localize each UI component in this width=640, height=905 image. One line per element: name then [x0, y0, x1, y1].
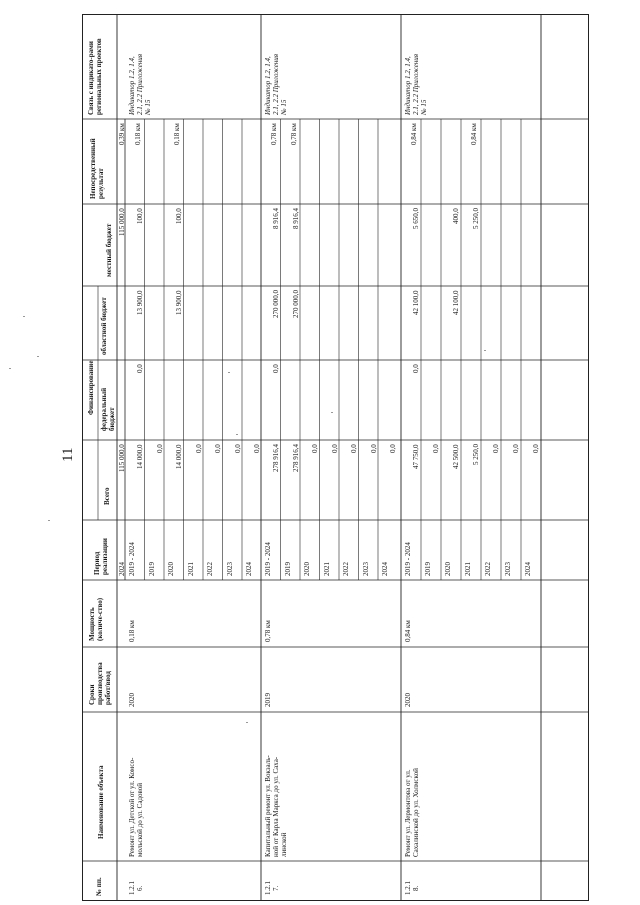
row-total: 0,0	[512, 444, 520, 453]
row-result: 0,18 км	[134, 123, 142, 145]
row-period: 2023	[225, 562, 234, 576]
row-period: 2019	[424, 562, 432, 576]
object-num: 1.2.1	[264, 881, 272, 895]
row-total: 5 250,0	[472, 444, 480, 465]
row-period: 2020	[303, 562, 311, 576]
header-terms: Сроки производства работ/ввод	[88, 662, 112, 705]
object-link: № 15	[144, 99, 152, 115]
object-name: мольской до ул. Садовой	[136, 782, 144, 857]
row-total: 0,0	[253, 444, 261, 453]
object-num-suffix: 8.	[412, 885, 420, 891]
object-num-suffix: 7.	[272, 885, 280, 891]
object-num: 1.2.1	[404, 881, 412, 895]
object-name: Ремонт ул. Детской от ул. Комсо-	[128, 757, 136, 857]
row-local: 5 650,0	[412, 208, 420, 229]
row-period: 2019	[283, 562, 292, 576]
row-period: 2022	[484, 562, 492, 576]
row-local: 8 916,4	[272, 208, 280, 229]
object-name: Капитальный ремонт ул. Вокзаль-	[264, 755, 272, 857]
row-total: 0,0	[155, 444, 164, 453]
object-capacity: 0,18 км	[128, 620, 136, 642]
carry-result: 0,39 км	[118, 123, 126, 145]
row-local: 100,0	[175, 208, 183, 224]
row-period: 2024	[524, 562, 532, 576]
row-total: 0,0	[233, 444, 242, 453]
row-regional: 270 000,0	[291, 290, 300, 318]
row-period: 2021	[322, 562, 331, 576]
object-capacity: 0,78 км	[264, 620, 272, 642]
header-link: Связь с индикато-рами региональных проектов	[87, 38, 103, 115]
object-link: 2.1, 2.2 Приложения	[136, 53, 144, 115]
row-result: 0,84 км	[410, 123, 418, 145]
object-name: линской	[280, 832, 288, 857]
row-local: 5 250,0	[472, 208, 480, 229]
row-local: 100,0	[136, 208, 144, 224]
row-total: 0,0	[492, 444, 500, 453]
row-period: 2022	[342, 562, 350, 576]
row-federal: 0,0	[136, 364, 144, 373]
row-total: 0,0	[369, 444, 378, 453]
row-total: 47 750,0	[412, 444, 420, 469]
header-period: Период реализации	[93, 538, 109, 575]
row-period: 2019 - 2024	[128, 542, 136, 576]
object-link: 2.1, 2.2 Приложения	[272, 53, 280, 115]
financing-table	[82, 14, 589, 901]
header-financing: Финансирование	[87, 360, 95, 415]
row-total: 0,0	[214, 444, 222, 453]
object-name: Ремонт ул. Лермонтова от ул.	[404, 769, 412, 857]
object-capacity: 0,84 км	[404, 620, 412, 642]
row-period: 2024	[381, 562, 389, 576]
row-period: 2019 - 2024	[264, 542, 272, 576]
object-num-suffix: 6.	[136, 885, 144, 891]
row-period: 2022	[206, 562, 214, 576]
header-total: Всего	[103, 487, 111, 505]
row-result: 0,78 км	[270, 123, 278, 145]
object-terms: 2019	[264, 693, 272, 707]
row-period: 2023	[361, 562, 370, 576]
row-period: 2020	[444, 562, 452, 576]
row-total: 0,0	[432, 444, 440, 453]
row-result: 0,78 км	[289, 123, 298, 145]
row-result: 0,18 км	[173, 123, 181, 145]
row-period: 2020	[167, 562, 175, 576]
row-regional: 42 100,0	[452, 290, 460, 315]
row-federal: 0,0	[412, 364, 420, 373]
row-local: 400,0	[452, 208, 460, 224]
row-period: 2023	[504, 562, 512, 576]
row-total: 278 916,4	[291, 444, 300, 472]
object-link: № 15	[280, 99, 288, 115]
row-total: 0,0	[311, 444, 319, 453]
object-terms: 2020	[128, 693, 136, 707]
header-regional: областной бюджет	[100, 297, 108, 355]
row-regional: 13 900,0	[136, 290, 144, 315]
object-name: ной от Карла Маркса до ул. Саха-	[272, 756, 280, 857]
row-total: 42 500,0	[452, 444, 460, 469]
page-number: 11	[60, 447, 76, 462]
row-period: 2021	[186, 562, 195, 576]
header-result: Непосредственный результат	[89, 138, 105, 199]
row-regional: 42 100,0	[412, 290, 420, 315]
row-total: 0,0	[389, 444, 397, 453]
row-period: 2019 - 2024	[404, 542, 412, 576]
row-federal: 0,0	[272, 364, 280, 373]
table-grid-lines	[83, 15, 588, 900]
row-total: 0,0	[330, 444, 339, 453]
row-period: 2019	[147, 562, 156, 576]
header-federal: федеральный бюджет	[100, 387, 116, 431]
header-num: № пп.	[95, 877, 103, 896]
header-local: местный бюджет	[105, 223, 113, 277]
carry-local: 115 000,0	[118, 208, 126, 236]
row-total: 14 000,0	[136, 444, 144, 469]
header-capacity: Мощность (количе-ство)	[88, 597, 104, 641]
object-name: Сахалинской до ул. Холмской	[412, 768, 420, 857]
row-period: 2024	[245, 562, 253, 576]
row-result: 0,84 км	[470, 123, 478, 145]
row-regional: 13 900,0	[175, 290, 183, 315]
row-total: 0,0	[350, 444, 358, 453]
object-link: Индикатор 1.2, 1.4,	[404, 56, 412, 115]
header-name: Наименование объекта	[97, 765, 105, 839]
object-terms: 2020	[404, 693, 412, 707]
row-total: 14 000,0	[175, 444, 183, 469]
row-period: 2021	[464, 562, 472, 576]
object-link: Индикатор 1.2, 1.4,	[264, 56, 272, 115]
row-total: 0,0	[194, 444, 203, 453]
object-num: 1.2.1	[128, 881, 136, 895]
row-regional: 270 000,0	[272, 290, 280, 318]
row-total: 278 916,4	[272, 444, 280, 472]
row-local: 8 916,4	[291, 208, 300, 229]
object-link: 2.1, 2.2 Приложения	[412, 53, 420, 115]
object-link: № 15	[420, 99, 428, 115]
row-total: 0,0	[532, 444, 540, 453]
carry-total: 115 000,0	[118, 444, 126, 472]
object-link: Индикатор 1.2, 1.4,	[128, 56, 136, 115]
carry-period: 2024	[118, 562, 126, 576]
